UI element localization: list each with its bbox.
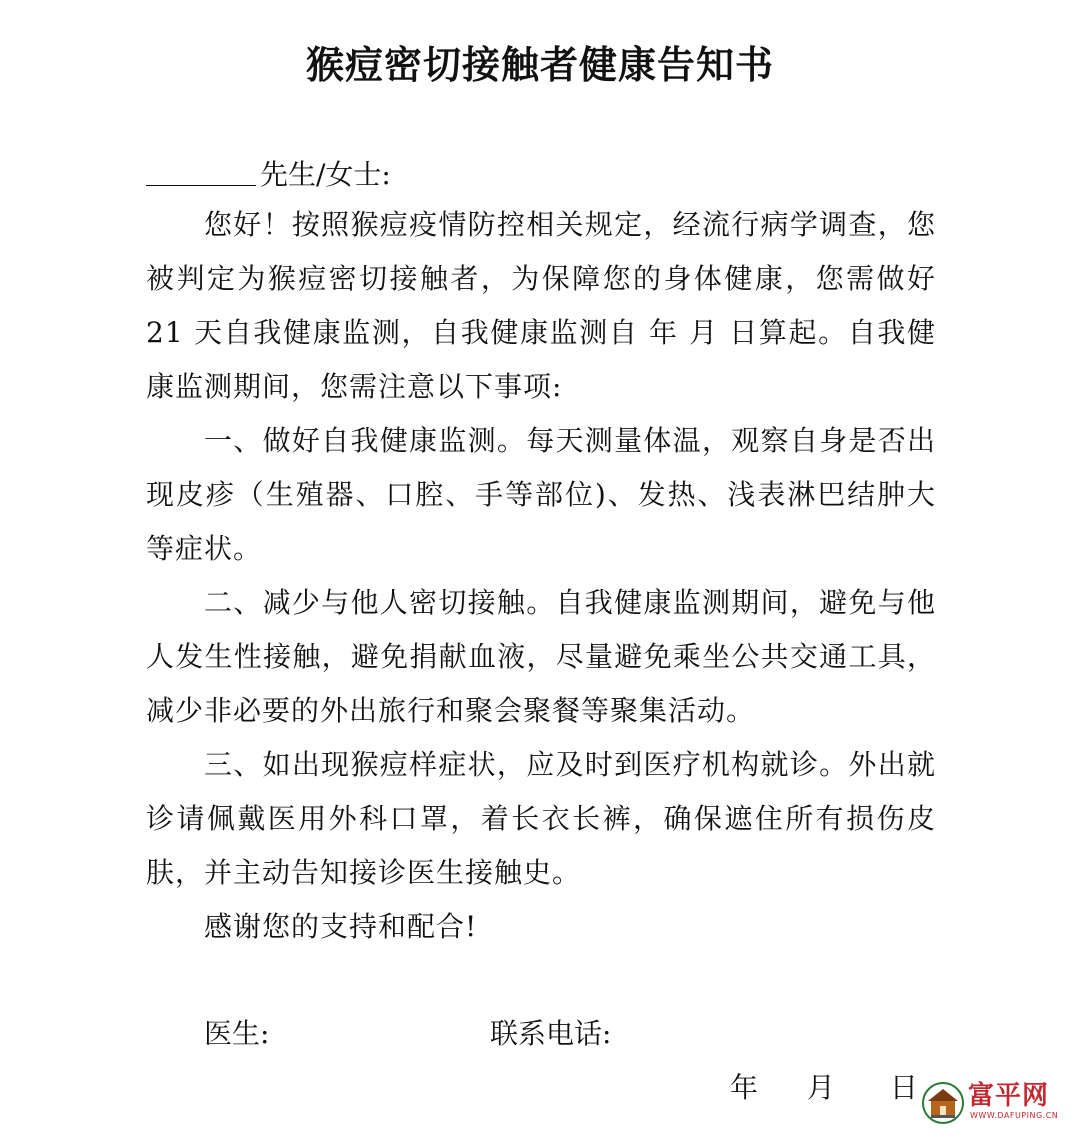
watermark-url: WWW.DAFUPING.CN — [970, 1111, 1059, 1120]
paragraph-thanks: 感谢您的支持和配合! — [204, 910, 478, 943]
watermark-text: 富平网 — [968, 1081, 1050, 1111]
paragraph-item-1: 一、做好自我健康监测。每天测量体温，观察自身是否出现皮疹（生殖器、口腔、手等部位)、发热、浅表淋巴结肿大等症状。 — [146, 424, 936, 565]
name-blank — [146, 157, 256, 186]
paragraph-item-3: 三、如出现猴痘样症状，应及时到医疗机构就诊。外出就诊请佩戴医用外科口罩，着长衣长裤，确保遮住所有损伤皮肤，并主动告知接诊医生接触史。 — [146, 748, 936, 889]
site-watermark — [922, 1073, 1072, 1133]
watermark-logo-icon — [922, 1079, 964, 1127]
document-title: 猴痘密切接触者健康告知书 — [305, 43, 774, 87]
paragraph-item-2: 二、减少与他人密切接触。自我健康监测期间，避免与他人发生性接触，避免捐献血液，尽量避免乘坐公共交通工具，减少非必要的外出旅行和聚会聚餐等聚集活动。 — [146, 586, 936, 727]
paragraph-intro: 您好！按照猴痘疫情防控相关规定，经流行病学调查，您被判定为猴痘密切接触者，为保障您的身体健康，您需做好 21 天自我健康监测，自我健康监测自 年 月 日算起。自我健康监测期间，您需注意以下事项: — [146, 208, 936, 403]
phone-label: 联系电话: — [490, 1017, 612, 1050]
salutation-line — [146, 155, 391, 195]
date-year: 年 — [730, 1071, 759, 1104]
doctor-label: 医生: — [204, 1017, 270, 1050]
date-line — [730, 1068, 918, 1108]
salutation-text: 先生/女士: — [260, 158, 391, 191]
date-month: 月 — [806, 1071, 835, 1104]
date-day: 日 — [889, 1071, 918, 1104]
